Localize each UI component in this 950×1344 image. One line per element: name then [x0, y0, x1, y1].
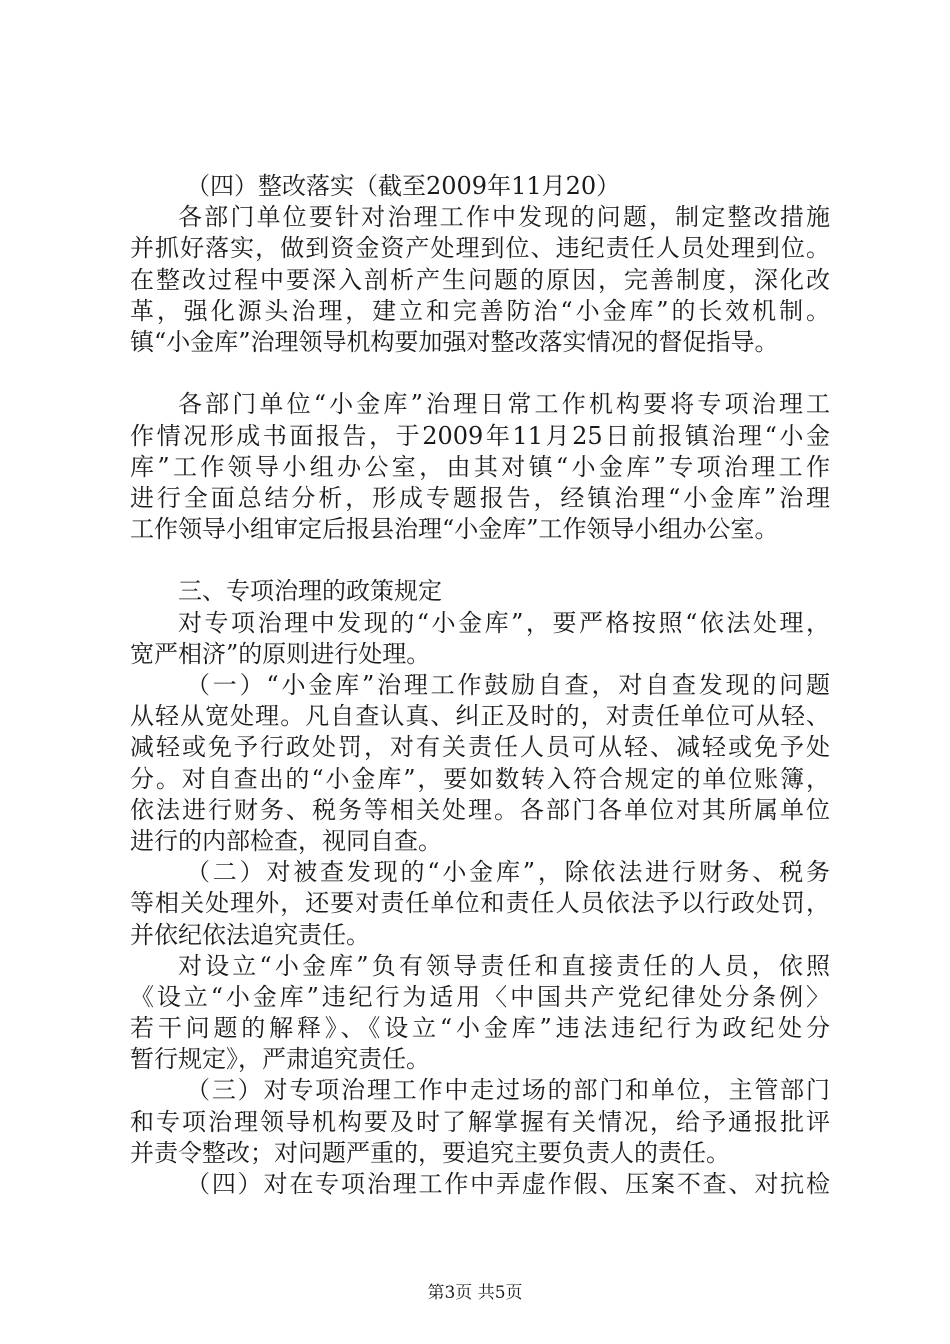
- page-footer: 第3页 共5页: [427, 1283, 523, 1303]
- paragraph: [130, 171, 830, 202]
- text-line: 库”工作领导小组办公室，由其对镇“小金库”专项治理工作: [130, 452, 830, 481]
- paragraph: [130, 1169, 830, 1200]
- text-line: 依法进行财务、税务等相关处理。各部门各单位对其所属单位: [130, 795, 830, 824]
- text-line: 减轻或免予行政处罚，对有关责任人员可从轻、减轻或免予处: [130, 733, 830, 762]
- text-line: 暂行规定》，严肃追究责任。: [130, 1045, 430, 1074]
- paragraph: [130, 608, 830, 670]
- text-line: 从轻从宽处理。凡自查认真、纠正及时的，对责任单位可从轻、: [130, 702, 830, 731]
- text-line: 革，强化源头治理，建立和完善防治“小金库”的长效机制。: [130, 296, 830, 325]
- paragraph: [130, 202, 830, 358]
- text-line: 作情况形成书面报告，于2009年11月25日前报镇治理“小金: [130, 421, 830, 450]
- text-line: 《设立“小金库”违纪行为适用〈中国共产党纪律处分条例〉: [130, 982, 830, 1011]
- text-line: （四）整改落实（截至2009年11月20）: [186, 172, 621, 200]
- text-line: 对设立“小金库”负有领导责任和直接责任的人员，依照: [178, 951, 830, 980]
- text-line: （一）“小金库”治理工作鼓励自查，对自查发现的问题: [186, 671, 830, 699]
- text-line: 对专项治理中发现的“小金库”，要严格按照“依法处理，: [178, 608, 830, 637]
- text-line: 进行全面总结分析，形成专题报告，经镇治理“小金库”治理: [130, 483, 830, 512]
- paragraph: [130, 951, 830, 1076]
- text-line: 工作领导小组审定后报县治理“小金库”工作领导小组办公室。: [130, 515, 779, 544]
- text-line: 等相关处理外，还要对责任单位和责任人员依法予以行政处罚，: [130, 889, 830, 918]
- text-line: 三、专项治理的政策规定: [178, 577, 442, 606]
- text-line: 各部门单位“小金库”治理日常工作机构要将专项治理工: [178, 390, 830, 419]
- text-line: 和专项治理领导机构要及时了解掌握有关情况，给予通报批评: [130, 1107, 830, 1136]
- text-line: 并依纪依法追究责任。: [130, 920, 370, 949]
- paragraph: [130, 576, 830, 607]
- text-line: 分。对自查出的“小金库”，要如数转入符合规定的单位账簿，: [130, 764, 830, 793]
- text-line: 宽严相济”的原则进行处理。: [130, 639, 431, 668]
- text-line: 各部门单位要针对治理工作中发现的问题，制定整改措施: [178, 203, 830, 232]
- paragraph-gap: [130, 358, 830, 389]
- text-line: 进行的内部检查，视同自查。: [130, 826, 442, 855]
- text-line: 并抓好落实，做到资金资产处理到位、违纪责任人员处理到位。: [130, 234, 830, 263]
- paragraph: [130, 857, 830, 951]
- text-line: （四）对在专项治理工作中弄虚作假、压案不查、对抗检: [186, 1170, 830, 1198]
- paragraph-gap: [130, 545, 830, 576]
- paragraph: [130, 670, 830, 857]
- text-line: 若干问题的解释》、《设立“小金库”违法违纪行为政纪处分: [130, 1014, 830, 1043]
- text-line: （三）对专项治理工作中走过场的部门和单位，主管部门: [186, 1076, 830, 1105]
- text-line: 在整改过程中要深入剖析产生问题的原因，完善制度，深化改: [130, 265, 830, 294]
- paragraph: [130, 1075, 830, 1169]
- text-line: 镇“小金库”治理领导机构要加强对整改落实情况的督促指导。: [130, 327, 779, 356]
- document-body: [130, 171, 830, 1200]
- text-line: 并责令整改；对问题严重的，要追究主要负责人的责任。: [130, 1138, 730, 1167]
- paragraph: [130, 389, 830, 545]
- text-line: （二）对被查发现的“小金库”，除依法进行财务、税务: [186, 858, 830, 887]
